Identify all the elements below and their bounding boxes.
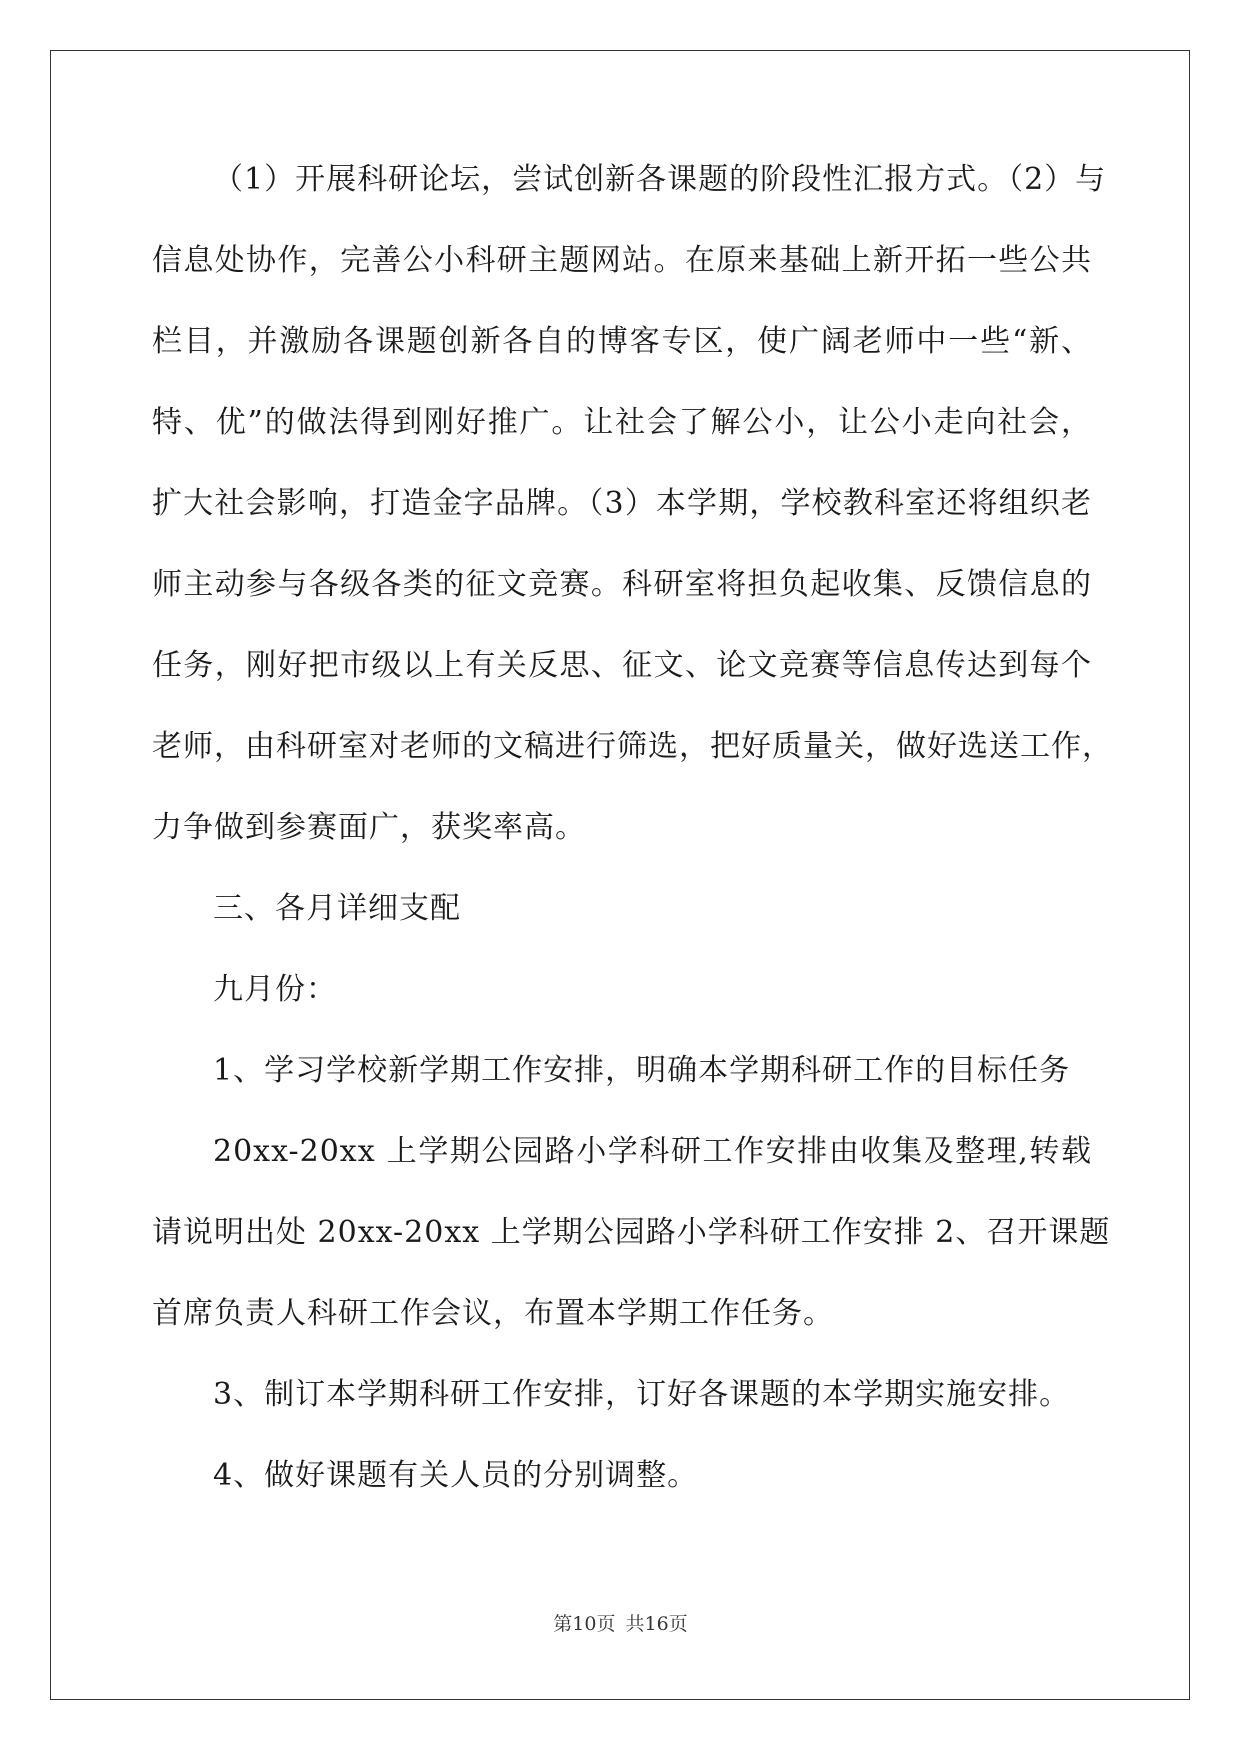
page-number: 第10页 xyxy=(553,1613,616,1635)
paragraph-line: 特、优”的做法得到刚好推广。让社会了解公小，让公小走向社会， xyxy=(152,405,1092,440)
paragraph-line: （1）开展科研论坛，尝试创新各课题的阶段性汇报方式。（2）与 xyxy=(213,162,1107,197)
paragraph-line: 力争做到参赛面广，获奖率高。 xyxy=(152,810,586,845)
paragraph-line: 首席负责人科研工作会议，布置本学期工作任务。 xyxy=(152,1296,834,1331)
list-item: 1、学习学校新学期工作安排，明确本学期科研工作的目标任务 xyxy=(213,1053,1071,1088)
month-heading: 九月份： xyxy=(213,972,337,1007)
list-item: 3、制订本学期科研工作安排，订好各课题的本学期实施安排。 xyxy=(213,1377,1071,1412)
paragraph-line: 请说明出处 20xx-20xx 上学期公园路小学科研工作安排 2、召开课题 xyxy=(152,1215,1111,1250)
list-item: 4、做好课题有关人员的分别调整。 xyxy=(213,1458,699,1493)
paragraph-line: 信息处协作，完善公小科研主题网站。在原来基础上新开拓一些公共 xyxy=(152,243,1092,278)
paragraph-line: 老师，由科研室对老师的文稿进行筛选，把好质量关，做好选送工作， xyxy=(152,729,1113,764)
section-heading: 三、各月详细支配 xyxy=(213,891,461,926)
page-footer xyxy=(0,1612,1241,1636)
paragraph-line: 20xx-20xx 上学期公园路小学科研工作安排由收集及整理,转载 xyxy=(213,1134,1092,1169)
paragraph-line: 栏目，并激励各课题创新各自的博客专区，使广阔老师中一些“新、 xyxy=(152,324,1092,359)
paragraph-line: 扩大社会影响，打造金字品牌。（3）本学期，学校教科室还将组织老 xyxy=(152,486,1092,521)
paragraph-line: 师主动参与各级各类的征文竞赛。科研室将担负起收集、反馈信息的 xyxy=(152,567,1092,602)
document-body xyxy=(152,160,1113,1537)
page-total: 共16页 xyxy=(625,1613,688,1635)
paragraph-line: 任务，刚好把市级以上有关反思、征文、论文竞赛等信息传达到每个 xyxy=(152,648,1092,683)
